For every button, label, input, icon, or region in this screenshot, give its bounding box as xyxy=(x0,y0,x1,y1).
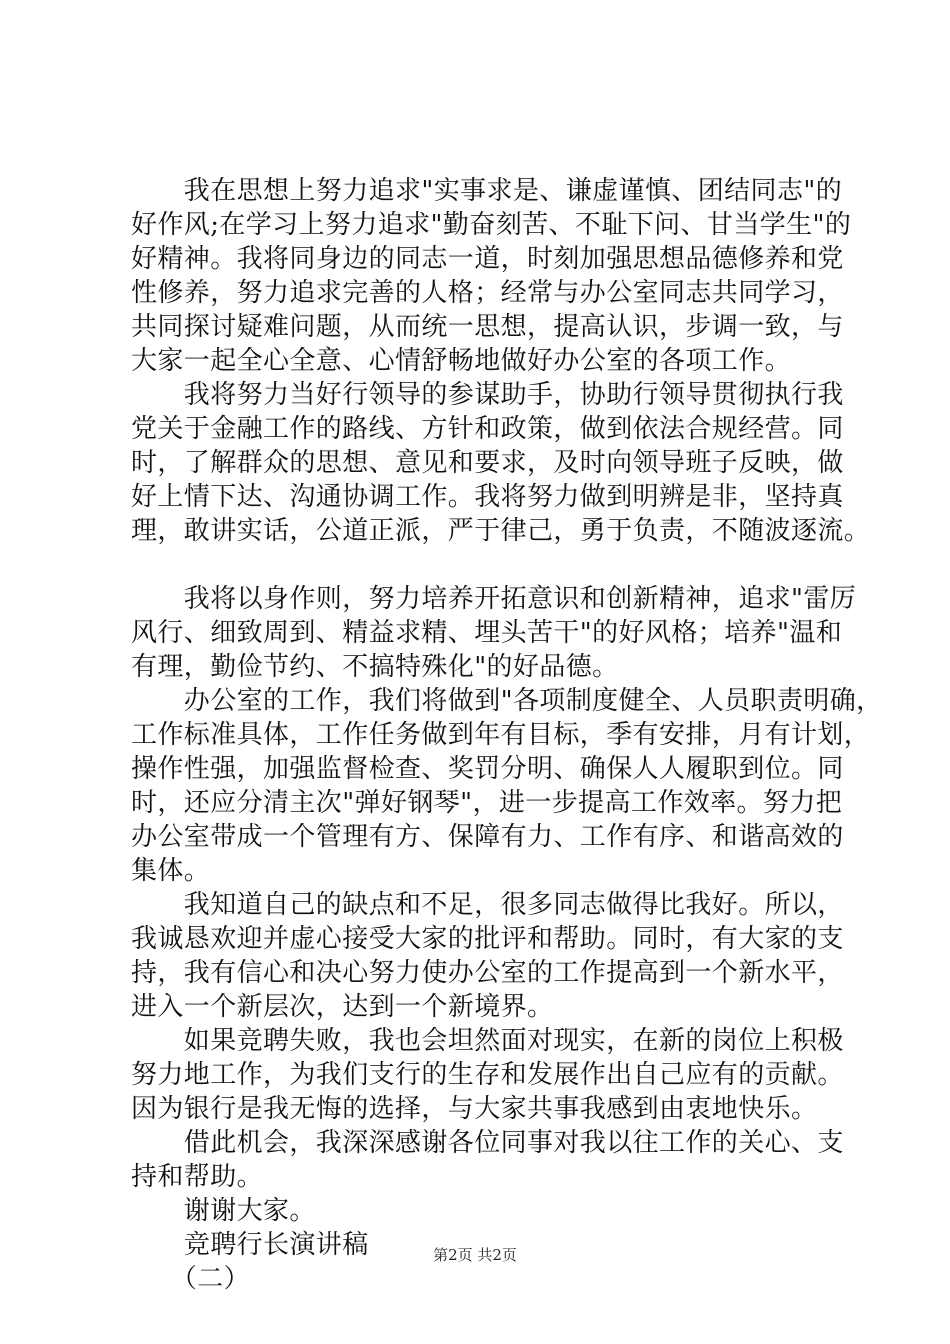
text-line: 好上情下达、沟通协调工作。我将努力做到明辨是非，坚持真 xyxy=(131,482,844,512)
text-line: （二） xyxy=(131,1264,251,1294)
text-line: 持和帮助。 xyxy=(131,1162,264,1192)
text-line: 好作风;在学习上努力追求"勤奋刻苦、不耻下问、甘当学生"的 xyxy=(131,210,852,240)
text-line: 竞聘行长演讲稿 xyxy=(131,1230,369,1260)
text-line: 操作性强，加强监督检查、奖罚分明、确保人人履职到位。同 xyxy=(131,754,844,784)
text-line: 有理，勤俭节约、不搞特殊化"的好品德。 xyxy=(131,652,619,682)
text-line: 我在思想上努力追求"实事求是、谦虚谨慎、团结同志"的 xyxy=(131,176,843,206)
text-line: 努力地工作，为我们支行的生存和发展作出自己应有的贡献。 xyxy=(131,1060,844,1090)
document-body xyxy=(131,174,883,1296)
text-line: 持，我有信心和决心努力使办公室的工作提高到一个新水平， xyxy=(131,958,844,988)
text-line: 办公室的工作，我们将做到"各项制度健全、人员职责明确， xyxy=(131,686,883,716)
text-line: 我诚恳欢迎并虚心接受大家的批评和帮助。同时，有大家的支 xyxy=(131,924,844,954)
text-line: 时，还应分清主次"弹好钢琴"，进一步提高工作效率。努力把 xyxy=(131,788,843,818)
text-line: 理，敢讲实话，公道正派，严于律己，勇于负责，不随波逐流。 xyxy=(131,516,871,546)
text-line: 工作标准具体，工作任务做到年有目标，季有安排，月有计划， xyxy=(131,720,871,750)
blank-line xyxy=(131,548,851,582)
text-line: 因为银行是我无悔的选择，与大家共事我感到由衷地快乐。 xyxy=(131,1094,818,1124)
text-line: 时，了解群众的思想、意见和要求，及时向领导班子反映，做 xyxy=(131,448,844,478)
text-line: 进入一个新层次，达到一个新境界。 xyxy=(131,992,554,1022)
text-line: 风行、细致周到、精益求精、埋头苦干"的好风格；培养"温和 xyxy=(131,618,843,648)
text-line: 大家一起全心全意、心情舒畅地做好办公室的各项工作。 xyxy=(131,346,792,376)
text-line: 好精神。我将同身边的同志一道，时刻加强思想品德修养和党 xyxy=(131,244,844,274)
text-line: 党关于金融工作的路线、方针和政策，做到依法合规经营。同 xyxy=(131,414,844,444)
text-line: 我知道自己的缺点和不足，很多同志做得比我好。所以， xyxy=(131,890,844,920)
text-line: 办公室带成一个管理有方、保障有力、工作有序、和谐高效的 xyxy=(131,822,844,852)
text-line: 性修养，努力追求完善的人格；经常与办公室同志共同学习， xyxy=(131,278,844,308)
text-line: 如果竞聘失败，我也会坦然面对现实，在新的岗位上积极 xyxy=(131,1026,844,1056)
text-line: 谢谢大家。 xyxy=(131,1196,316,1226)
page-number-footer: 第2页 共2页 xyxy=(433,1246,517,1264)
text-line: 集体。 xyxy=(131,856,211,886)
text-line: 共同探讨疑难问题，从而统一思想，提高认识，步调一致，与 xyxy=(131,312,844,342)
text-line: 借此机会，我深深感谢各位同事对我以往工作的关心、支 xyxy=(131,1128,844,1158)
text-line: 我将以身作则，努力培养开拓意识和创新精神，追求"雷厉 xyxy=(131,584,857,614)
text-line: 我将努力当好行领导的参谋助手，协助行领导贯彻执行我 xyxy=(131,380,844,410)
